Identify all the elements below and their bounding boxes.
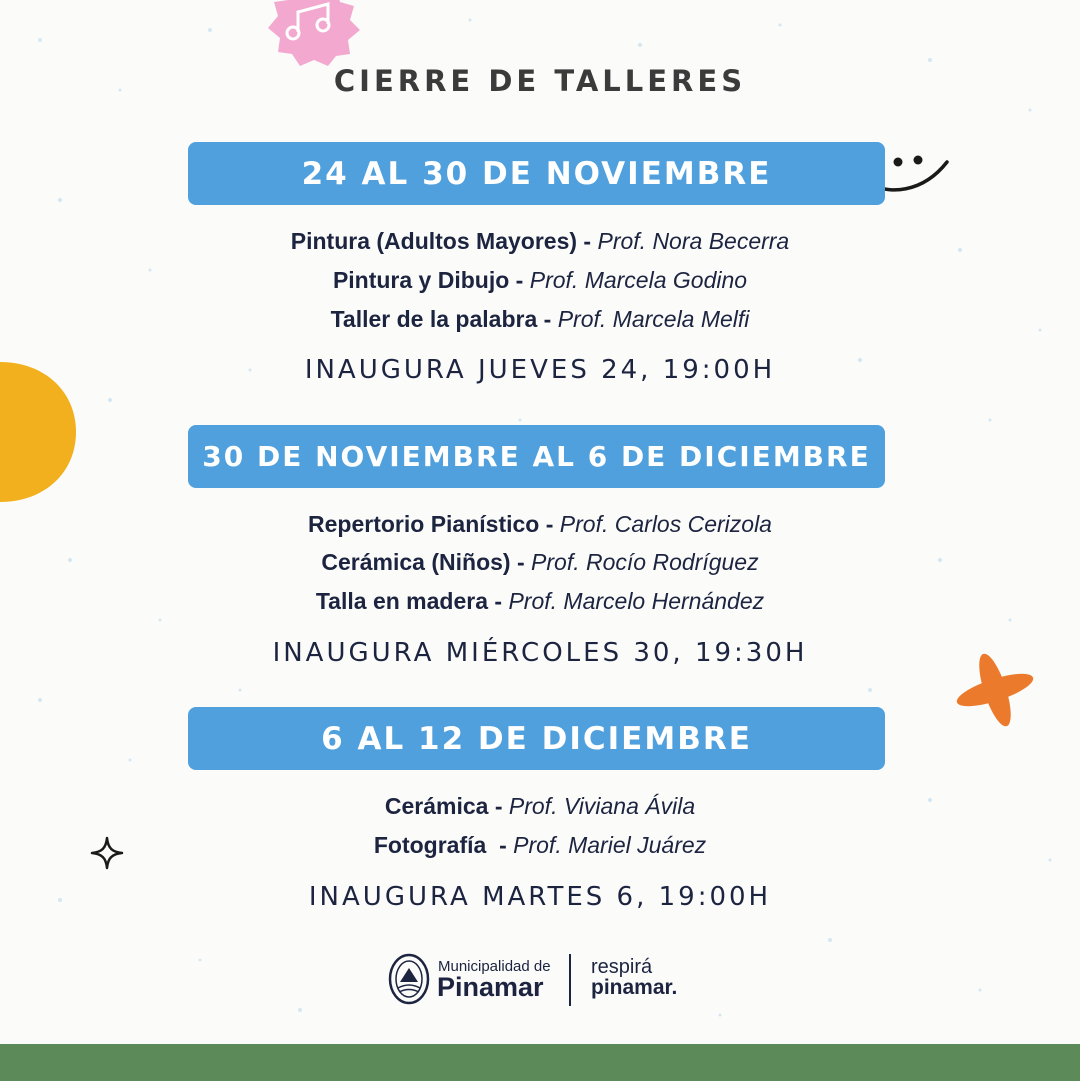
workshop-item [0,832,1080,859]
workshop-name: Taller de la palabra [330,306,538,332]
workshop-separator: - [537,306,558,332]
workshop-teacher: Prof. Carlos Cerizola [559,511,772,537]
footer-bar [0,1044,1080,1081]
workshop-teacher: Prof. Nora Becerra [597,228,790,254]
workshop-separator: - [577,228,598,254]
workshop-separator: - [488,793,509,819]
footer-logos [388,950,708,1010]
slogan-line-2: pinamar. [591,976,678,999]
workshop-name: Pintura (Adultos Mayores) [290,228,578,254]
workshop-name: Cerámica [384,793,489,819]
date-band-1: 24 AL 30 DE NOVIEMBRE [188,142,885,205]
date-band-3: 6 AL 12 DE DICIEMBRE [188,707,885,770]
workshop-item [0,228,1080,255]
opening-time-2: INAUGURA MIÉRCOLES 30, 19:30H [272,638,808,668]
workshop-separator: - [539,511,560,537]
workshop-separator: - [488,588,509,614]
workshop-teacher: Prof. Rocío Rodríguez [531,549,759,575]
logo-divider [569,954,571,1006]
workshop-item [0,793,1080,820]
workshop-item [0,511,1080,538]
workshop-item [0,306,1080,333]
workshop-separator: - [486,832,514,858]
opening-time-3: INAUGURA MARTES 6, 19:00H [308,882,772,912]
slogan-line-1: respirá [591,956,653,978]
workshop-item [0,549,1080,576]
page-title: CIERRE DE TALLERES [333,64,747,98]
music-note-icon [262,0,362,66]
workshop-name: Cerámica (Niños) [321,549,511,575]
date-band-2: 30 DE NOVIEMBRE AL 6 DE DICIEMBRE [188,425,885,488]
municipality-label: Municipalidad de [438,958,551,975]
workshop-teacher: Prof. Marcela Godino [529,267,748,293]
workshop-teacher: Prof. Mariel Juárez [513,832,707,858]
opening-time-1: INAUGURA JUEVES 24, 19:00H [304,355,776,385]
workshop-separator: - [509,267,530,293]
workshop-teacher: Prof. Marcela Melfi [557,306,750,332]
workshop-item [0,588,1080,615]
workshop-teacher: Prof. Viviana Ávila [508,793,696,819]
workshop-separator: - [510,549,532,575]
workshop-name: Fotografía [373,832,487,858]
workshop-teacher: Prof. Marcelo Hernández [508,588,765,614]
municipal-seal-icon [388,952,430,1006]
workshop-name: Repertorio Pianístico [308,511,540,537]
workshop-name: Pintura y Dibujo [332,267,510,293]
workshop-item [0,267,1080,294]
municipality-name: Pinamar [437,972,544,1002]
workshop-name: Talla en madera [315,588,488,614]
